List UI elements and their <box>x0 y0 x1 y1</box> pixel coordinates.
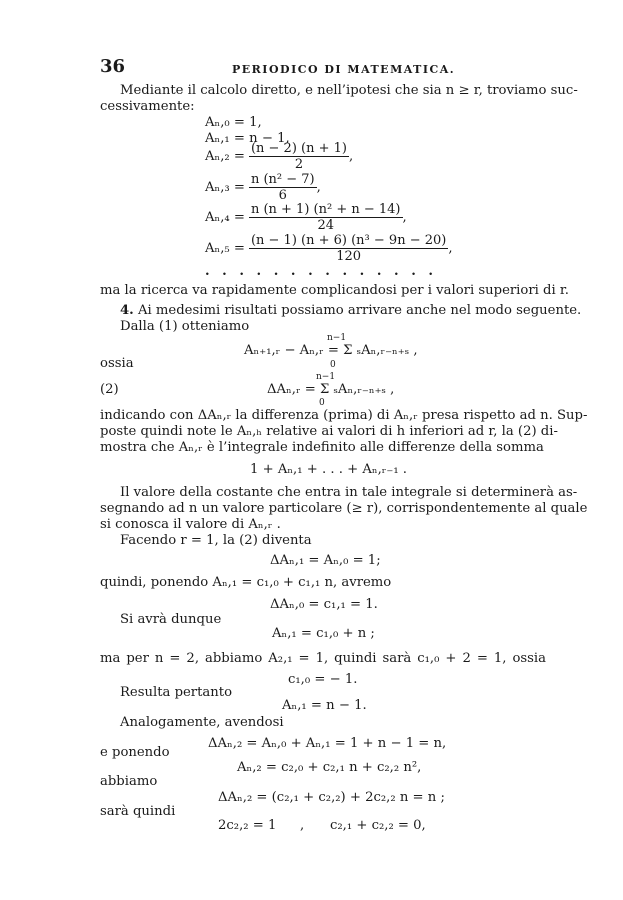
paragraph-line: sarà quindi <box>100 804 176 819</box>
equation: ΔAₙ,ᵣ = Σ ₛAₙ,ᵣ₋ₙ₊ₛ , <box>267 382 395 397</box>
equation: ΔAₙ,₂ = (c₂,₁ + c₂,₂) + 2c₂,₂ n = n ; <box>218 790 445 805</box>
equation-label: (2) <box>100 382 119 397</box>
fraction-numerator: n (n + 1) (n² + n − 14) <box>250 202 401 217</box>
sum-upper-limit: n−1 <box>316 372 336 382</box>
paragraph-line: e ponendo <box>100 745 170 760</box>
sum-lower-limit: 0 <box>330 360 336 370</box>
fraction-denominator: 6 <box>278 188 287 203</box>
equation-lhs: Aₙ,₅ = <box>205 240 245 256</box>
equation: c₁,₀ = − 1. <box>288 672 358 687</box>
equation: Aₙ,₃ = $\frac{\text{n (n² − 7)}}{6}$ , <box>205 172 321 203</box>
paragraph-line: quindi, ponendo Aₙ,₁ = c₁,₀ + c₁,₁ n, avremo <box>100 575 392 590</box>
page-number: 36 <box>100 56 126 77</box>
sum-upper-limit: n−1 <box>327 333 347 343</box>
paragraph-line: mostra che Aₙ,ᵣ è l’integrale indefinito alle differenze della somma <box>100 440 544 455</box>
section-4-heading <box>120 303 581 319</box>
equation: Aₙ₊₁,ᵣ − Aₙ,ᵣ = Σ ₛAₙ,ᵣ₋ₙ₊ₛ , <box>244 343 418 358</box>
equation-separator: , <box>300 818 305 833</box>
paragraph-line: poste quindi note le Aₙ,ₕ relative ai valori di h inferiori ad r, la (2) di- <box>100 424 558 439</box>
fraction-numerator: n (n² − 7) <box>250 172 315 187</box>
equation-lhs: Aₙ,₂ = <box>205 148 245 164</box>
paragraph-line: Facendo r = 1, la (2) diventa <box>120 533 312 548</box>
section-text: Ai medesimi risultati possiamo arrivare anche nel modo seguente. <box>137 303 582 318</box>
equation-lhs: Aₙ,₄ = <box>205 209 245 225</box>
paragraph-line: Mediante il calcolo diretto, e nell’ipotesi che sia n ≥ r, troviamo suc- <box>120 83 578 98</box>
equation: 2c₂,₂ = 1 <box>218 818 277 833</box>
fraction-numerator: (n − 2) (n + 1) <box>250 141 347 156</box>
paragraph-line: ma per n = 2, abbiamo A₂,₁ = 1, quindi sarà c₁,₀ + 2 = 1, ossia <box>100 651 546 666</box>
equation: Aₙ,₁ = n − 1. <box>282 698 367 713</box>
equation: Aₙ,₅ = $\frac{\text{(n − 1) (n + 6) (n³ − 9n − 20)}}{120}$ , <box>205 233 453 264</box>
paragraph-line: cessivamente: <box>100 99 195 114</box>
fraction-denominator: 120 <box>336 249 362 264</box>
equation: Aₙ,₄ = $\frac{\text{n (n + 1) (n² + n − 14)}}{24}$ , <box>205 202 407 233</box>
paragraph-line: si conosca il valore di Aₙ,ᵣ . <box>100 517 281 532</box>
sum-lower-limit: 0 <box>319 398 325 408</box>
equation: Aₙ,₁ = c₁,₀ + n ; <box>272 626 375 641</box>
equation: Aₙ,₂ = c₂,₀ + c₂,₁ n + c₂,₂ n², <box>237 760 422 775</box>
equation: Aₙ,₁ = n − 1, <box>205 131 290 146</box>
paragraph-line: Si avrà dunque <box>120 612 222 627</box>
paragraph-line: ma la ricerca va rapidamente complicandosi per i valori superiori di r. <box>100 283 569 298</box>
fraction <box>249 141 349 172</box>
paragraph-line: ossia <box>100 356 134 371</box>
equation: c₂,₁ + c₂,₂ = 0, <box>330 818 426 833</box>
paragraph-line: Dalla (1) otteniamo <box>120 319 250 334</box>
fraction-denominator: 2 <box>294 157 304 172</box>
equation: ΔAₙ,₂ = Aₙ,₀ + Aₙ,₁ = 1 + n − 1 = n, <box>208 736 447 751</box>
paragraph-line: segnando ad n un valore particolare (≥ r), corrispondentemente al quale <box>100 501 588 516</box>
running-title: PERIODICO DI MATEMATICA. <box>232 63 456 76</box>
paragraph-line: Il valore della costante che entra in tale integrale si determinerà as- <box>120 485 578 500</box>
fraction <box>249 202 403 233</box>
paragraph-line: indicando con ΔAₙ,ᵣ la differenza (prima) di Aₙ,ᵣ presa rispetto ad n. Sup- <box>100 408 588 423</box>
fraction <box>249 172 317 203</box>
ellipsis-row: . . . . . . . . . . . . . . <box>205 264 437 279</box>
equation: ΔAₙ,₁ = Aₙ,₀ = 1; <box>270 553 381 568</box>
paragraph-line: abbiamo <box>100 774 158 789</box>
fraction-numerator: (n − 1) (n + 6) (n³ − 9n − 20) <box>250 233 447 248</box>
paragraph-line: Analogamente, avendosi <box>120 715 284 730</box>
fraction <box>249 233 448 264</box>
equation: ΔAₙ,₀ = c₁,₁ = 1. <box>270 597 378 612</box>
section-number: 4. <box>120 303 134 318</box>
fraction-denominator: 24 <box>317 218 334 233</box>
equation: Aₙ,₂ = $\frac{(n - 2) (n + 1)}{2}$ , <box>205 141 354 172</box>
equation: 1 + Aₙ,₁ + . . . + Aₙ,ᵣ₋₁ . <box>250 462 407 477</box>
equation-lhs: Aₙ,₃ = <box>205 179 245 195</box>
equation: Aₙ,₀ = 1, <box>205 115 262 130</box>
paragraph-line: Resulta pertanto <box>120 685 233 700</box>
